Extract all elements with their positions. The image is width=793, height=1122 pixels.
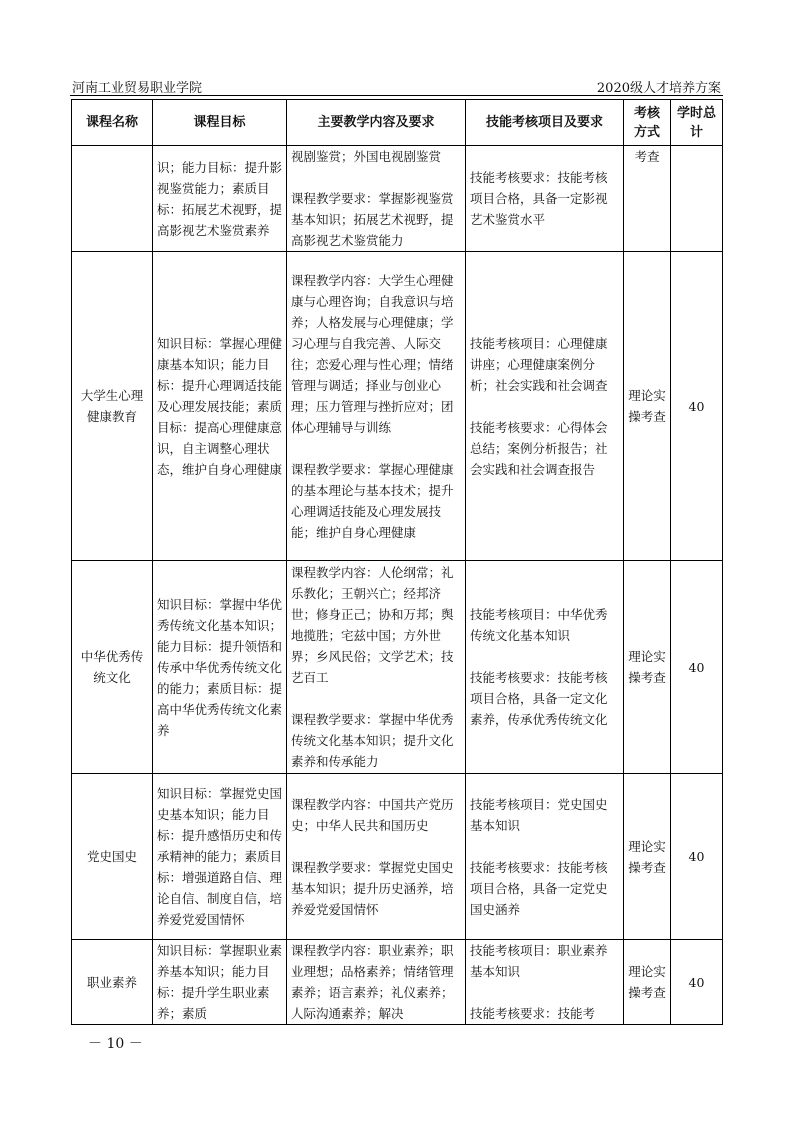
skill-item: 技能考核项目：中华优秀传统文化基本知识 xyxy=(470,607,608,643)
header-skill: 技能考核项目及要求 xyxy=(466,100,624,146)
skill-requirement: 技能考核要求：心得体会总结；案例分析报告；社会实践和社会调查报告 xyxy=(470,419,608,477)
skill-assessment xyxy=(466,774,624,940)
requirement-section: 课程教学要求：掌握心理健康的基本理论与基本技术；提升心理调适技能及心理发展技能；维护自身心理健康 xyxy=(291,461,454,540)
table-row xyxy=(72,561,723,774)
requirement-section: 课程教学要求：掌握党史国史基本知识；提升历史涵养，培养爱党爱国情怀 xyxy=(291,859,454,917)
total-hours xyxy=(671,146,723,252)
skill-assessment xyxy=(466,252,624,561)
header-course-goal: 课程目标 xyxy=(153,100,287,146)
assessment-method: 理论实操考查 xyxy=(624,561,671,774)
table-row xyxy=(72,252,723,561)
header-course-name: 课程名称 xyxy=(72,100,153,146)
total-hours: 40 xyxy=(671,774,723,940)
assessment-method: 理论实操考查 xyxy=(624,252,671,561)
course-goal: 知识目标：掌握职业素养基本知识；能力目标：提升学生职业素养；素质 xyxy=(153,940,287,1025)
course-name: 党史国史 xyxy=(72,774,153,940)
skill-assessment xyxy=(466,561,624,774)
assessment-method: 考查 xyxy=(624,146,671,252)
table-row xyxy=(72,146,723,252)
skill-item: 技能考核项目：职业素养基本知识 xyxy=(470,943,608,979)
table-row xyxy=(72,774,723,940)
content-section: 课程教学内容：中国共产党历史；中华人民共和国历史 xyxy=(291,796,454,833)
course-content xyxy=(287,146,466,252)
course-name: 中华优秀传统文化 xyxy=(72,561,153,774)
skill-assessment xyxy=(466,940,624,1025)
course-goal: 识；能力目标：提升影视鉴赏能力；素质目标：拓展艺术视野，提高影视艺术鉴赏素养 xyxy=(153,146,287,252)
skill-item: 技能考核项目：心理健康讲座；心理健康案例分析；社会实践和社会调查 xyxy=(470,335,608,393)
course-content xyxy=(287,252,466,561)
course-content xyxy=(287,561,466,774)
course-goal: 知识目标：掌握党史国史基本知识；能力目标：提升感悟历史和传承精神的能力；素质目标：增强道路自信、理论自信、制度自信，培养爱党爱国情怀 xyxy=(153,774,287,940)
content-section: 课程教学内容：人伦纲常；礼乐教化；王朝兴亡；经邦济世；修身正己；协和万邦；舆地揽胜；宅兹中国；方外世界；乡风民俗；文学艺术；技艺百工 xyxy=(291,565,454,685)
total-hours: 40 xyxy=(671,940,723,1025)
skill-requirement: 技能考核要求：技能考 xyxy=(470,1006,596,1021)
requirement-section: 课程教学要求：掌握影视鉴赏基本知识；拓展艺术视野，提高影视艺术鉴赏能力 xyxy=(291,191,454,248)
total-hours: 40 xyxy=(671,561,723,774)
course-content xyxy=(287,940,466,1025)
skill-requirement: 技能考核要求：技能考核项目合格，具备一定影视艺术鉴赏水平 xyxy=(470,170,608,227)
plan-title: 2020级人才培养方案 xyxy=(596,81,721,96)
header-hours: 学时总计 xyxy=(671,100,723,146)
course-goal: 知识目标：掌握心理健康基本知识；能力目标：提升心理调适技能及心理发展技能；素质目标：提高心理健康意识，自主调整心理状态，维护自身心理健康 xyxy=(153,252,287,561)
course-name: 大学生心理健康教育 xyxy=(72,252,153,561)
total-hours: 40 xyxy=(671,252,723,561)
header-divider xyxy=(70,95,723,96)
course-content xyxy=(287,774,466,940)
page-number: － 10 － xyxy=(88,1036,143,1052)
content-section: 课程教学内容：职业素养；职业理想；品格素养；情绪管理素养；语言素养；礼仪素养；人际沟通素养；解决 xyxy=(291,943,454,1021)
content-section: 视剧鉴赏；外国电视剧鉴赏 xyxy=(291,149,442,164)
header-content: 主要教学内容及要求 xyxy=(287,100,466,146)
course-name: 职业素养 xyxy=(72,940,153,1025)
course-name xyxy=(72,146,153,252)
course-table xyxy=(71,99,723,1025)
skill-requirement: 技能考核要求：技能考核项目合格，具备一定党史国史涵养 xyxy=(470,859,608,917)
course-goal: 知识目标：掌握中华优秀传统文化基本知识；能力目标：提升领悟和传承中华优秀传统文化的能力；素质目标：提高中华优秀传统文化素养 xyxy=(153,561,287,774)
skill-requirement: 技能考核要求：技能考核项目合格，具备一定文化素养，传承优秀传统文化 xyxy=(470,670,608,727)
requirement-section: 课程教学要求：掌握中华优秀传统文化基本知识；提升文化素养和传承能力 xyxy=(291,712,454,769)
assessment-method: 理论实操考查 xyxy=(624,774,671,940)
school-name: 河南工业贸易职业学院 xyxy=(72,81,203,96)
table-header-row xyxy=(72,100,723,146)
content-section: 课程教学内容：大学生心理健康与心理咨询；自我意识与培养；人格发展与心理健康；学习心理与自我完善、人际交往；恋爱心理与性心理；情绪管理与调适；择业与创业心理；压力管理与挫折应对；团体心理辅导与训练 xyxy=(291,272,454,435)
table-row xyxy=(72,940,723,1025)
header-method: 考核方式 xyxy=(624,100,671,146)
skill-item: 技能考核项目：党史国史基本知识 xyxy=(470,796,608,833)
assessment-method: 理论实操考查 xyxy=(624,940,671,1025)
skill-assessment xyxy=(466,146,624,252)
